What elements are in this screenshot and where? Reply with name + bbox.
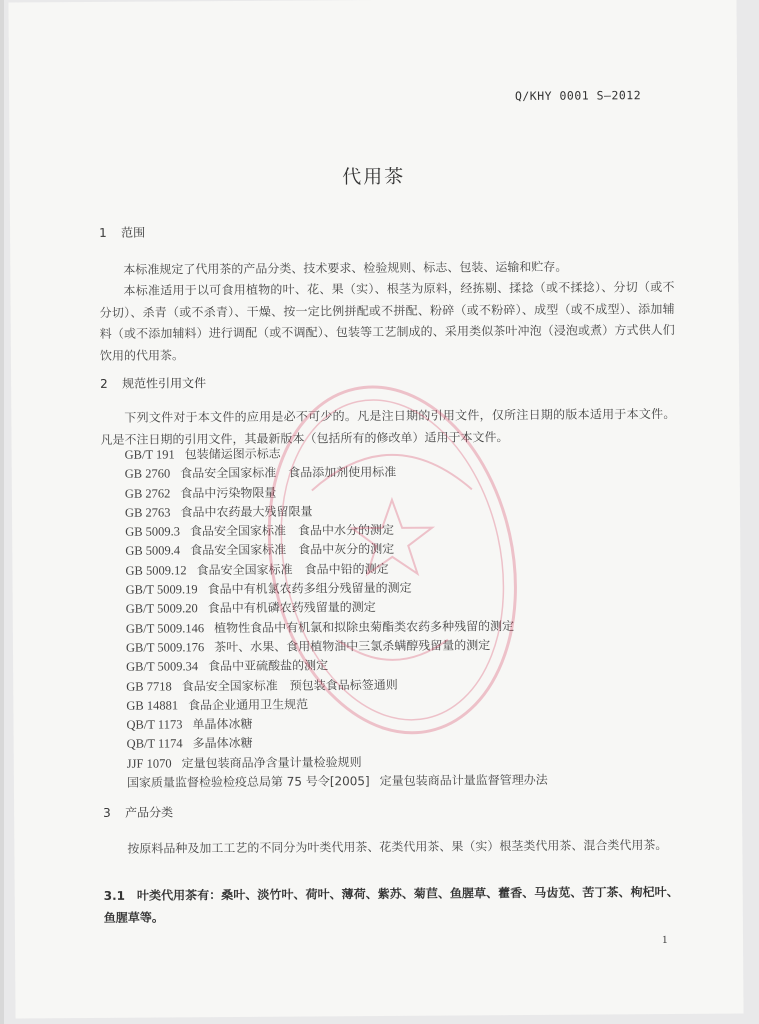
section-1-para-2: 本标准适用于以可食用植物的叶、花、果（实）、根茎为原料，经拣剔、揉捻（或不揉捻）、分切（或不分切）、杀青（或不杀青）、干燥、按一定比例拼配或不拼配、粉碎（或不粉碎）、成型（或不成型）、添加辅料（或不添加辅料）进行调配（或不调配）、包装等工艺制成的、采用类似茶叶冲泡（浸泡或煮）方式供人们饮用的代用茶。 — [99, 279, 675, 363]
section-3-heading — [103, 803, 173, 820]
section-3-para: 按原料品种及加工工艺的不同分为叶类代用茶、花类代用茶、果（实）根茎类代用茶、混合类代用茶。 — [127, 837, 668, 856]
section-3-1 — [104, 882, 679, 929]
section-title: 产品分类 — [125, 805, 174, 820]
section-1-para-1: 本标准规定了代用茶的产品分类、技术要求、检验规则、标志、包装、运输和贮存。 — [123, 259, 568, 277]
reference-item: GB 14881 食品企业通用卫生规范 — [126, 697, 309, 713]
section-2-intro: 下列文件对于本文件的应用是必不可少的。凡是注日期的引用文件，仅所注日期的版本适用于本文件。凡是不注日期的引用文件，其最新版本（包括所有的修改单）适用于本文件。 — [100, 406, 676, 447]
reference-item: GB 5009.4 食品安全国家标准 食品中灰分的测定 — [125, 542, 395, 559]
reference-item: GB 2763 食品中农药最大残留限量 — [124, 504, 313, 520]
section-number: 3 — [103, 805, 111, 820]
reference-list — [125, 443, 548, 793]
reference-item: GB/T 5009.146 植物性食品中有机氯和拟除虫菊酯类农药多种残留的测定 — [125, 618, 515, 636]
section-1-heading — [99, 224, 145, 241]
subsection-text: 桑叶、淡竹叶、荷叶、薄荷、紫苏、菊苣、鱼腥草、藿香、马齿苋、苦丁茶、枸杞叶、鱼腥草等。 — [103, 884, 679, 925]
reference-item: GB/T 5009.34 食品中亚硫酸盐的测定 — [126, 658, 329, 675]
reference-item: JJF 1070 定量包装商品净含量计量检验规则 — [126, 754, 362, 771]
section-title: 规范性引用文件 — [122, 376, 207, 391]
scan-edge — [0, 0, 4, 1024]
reference-item: QB/T 1173 单晶体冰糖 — [126, 717, 253, 732]
section-2-heading — [100, 374, 206, 392]
section-title: 范围 — [121, 225, 146, 240]
section-number: 1 — [99, 225, 107, 240]
reference-item: GB 5009.12 食品安全国家标准 食品中铅的测定 — [125, 561, 389, 578]
subsection-number: 3.1 — [103, 888, 126, 903]
section-number: 2 — [100, 376, 108, 391]
reference-item: GB 5009.3 食品安全国家标准 食品中水分的测定 — [125, 523, 395, 539]
document-page — [8, 0, 743, 1019]
document-id: Q/KHY 0001 S—2012 — [514, 88, 642, 104]
reference-item: GB 2760 食品安全国家标准 食品添加剂使用标准 — [124, 465, 397, 482]
subsection-label: 叶类代用茶有： — [136, 888, 222, 903]
reference-item: GB/T 5009.20 食品中有机磷农药残留量的测定 — [125, 600, 376, 617]
page-number: 1 — [661, 933, 668, 947]
reference-item: QB/T 1174 多晶体冰糖 — [126, 736, 253, 752]
page-title: 代用茶 — [342, 165, 406, 189]
reference-item: GB/T 5009.19 食品中有机氯农药多组分残留量的测定 — [125, 580, 412, 597]
reference-item: 国家质量监督检验检疫总局第 75 号令[2005] 定量包装商品计量监督管理办法 — [126, 772, 548, 790]
reference-item: GB 2762 食品中污染物限量 — [124, 485, 277, 501]
reference-item: GB 7718 食品安全国家标准 预包装食品标签通则 — [126, 677, 398, 694]
reference-item: GB/T 191 包装储运图示标志 — [124, 446, 281, 462]
reference-item: GB/T 5009.176 茶叶、水果、食用植物油中三氯杀螨醇残留量的测定 — [125, 638, 491, 655]
